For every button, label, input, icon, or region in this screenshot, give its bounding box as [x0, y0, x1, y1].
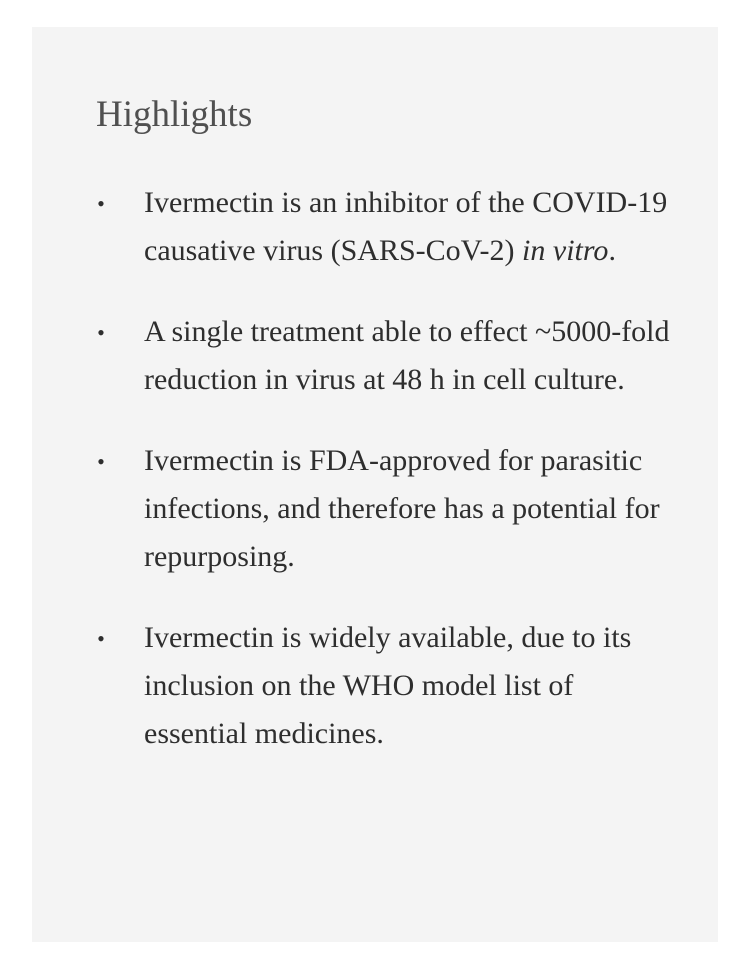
bullet-icon: •	[97, 626, 105, 651]
bullet-icon: •	[97, 449, 105, 474]
highlights-panel	[32, 27, 718, 942]
highlight-item	[96, 614, 676, 758]
highlight-text: Ivermectin is widely available, due to its inclusion on the WHO model list of essential medicines.	[144, 621, 632, 750]
highlights-list	[96, 179, 676, 791]
bullet-icon: •	[97, 320, 105, 345]
highlight-text: Ivermectin is an inhibitor of the COVID-19 causative virus (SARS-CoV-2)	[144, 186, 668, 267]
highlight-italic-text: in vitro	[522, 234, 609, 267]
highlight-text-end: .	[608, 234, 616, 267]
highlight-item	[96, 308, 676, 404]
highlight-text: Ivermectin is FDA-approved for parasitic infections, and therefore has a potential for repurposing.	[144, 444, 660, 573]
highlight-item	[96, 437, 676, 581]
highlight-item	[96, 179, 676, 275]
bullet-icon: •	[97, 191, 105, 216]
highlights-heading: Highlights	[96, 94, 253, 135]
highlight-text: A single treatment able to effect ~5000-fold reduction in virus at 48 h in cell culture.	[144, 315, 670, 396]
